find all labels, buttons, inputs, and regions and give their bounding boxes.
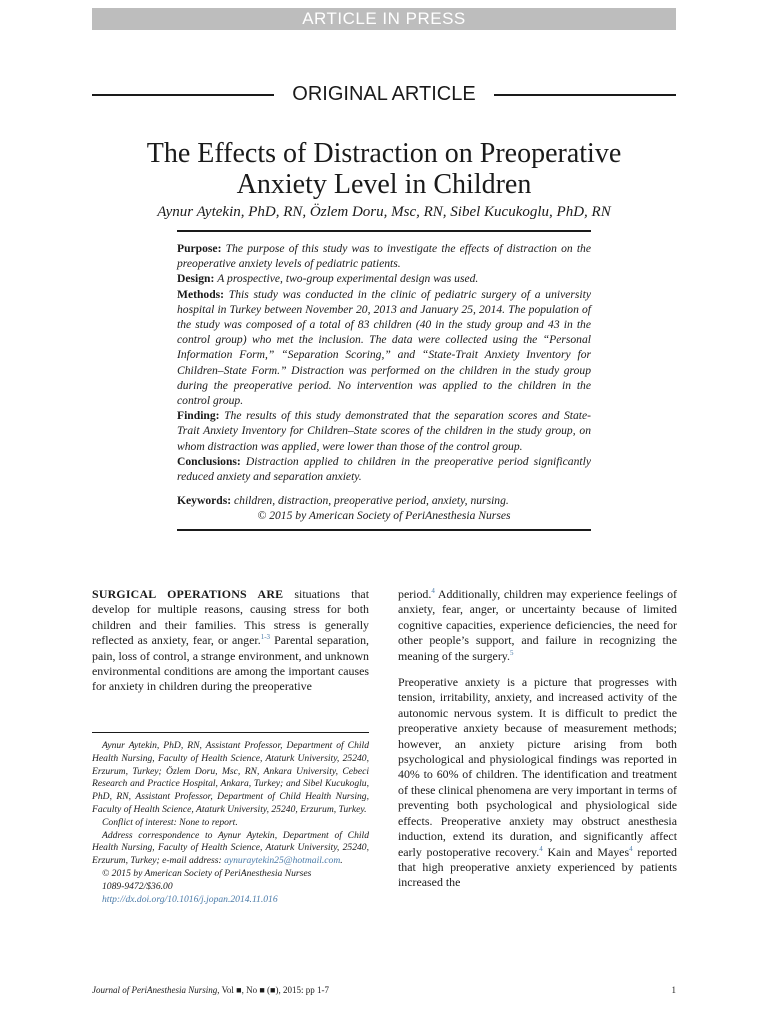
footnote-divider <box>92 732 369 733</box>
reference-link[interactable]: 4 <box>629 844 633 853</box>
title-line-1: The Effects of Distraction on Preoperative <box>146 138 622 169</box>
abstract-keywords <box>177 493 591 508</box>
conclusions-text: Distraction applied to children in the preoperative period significantly reduced anxiety and separation anxiety. <box>177 454 591 484</box>
article-in-press-banner: ARTICLE IN PRESS <box>92 8 676 30</box>
body-text: period. <box>398 587 432 601</box>
title-line-2: Anxiety Level in Children <box>236 169 532 200</box>
body-text: reported that high preoperative anxiety experienced by patients increased the <box>398 844 677 890</box>
keywords-label: Keywords: <box>177 494 232 508</box>
footnote-correspondence: Address correspondence to Aynur Aytekin, Department of Child Health Nursing, Faculty of Health Science, Ataturk University, 25240, Erzurum, Turkey; e-mail address: aynuraytekin25@hotmail.com. <box>92 829 369 867</box>
conclusions-label: Conclusions: <box>177 454 241 468</box>
methods-label: Methods: <box>177 287 225 301</box>
footnote-conflict: Conflict of interest: None to report. <box>102 816 238 828</box>
finding-text: The results of this study demonstrated that the separation scores and State-Trait Anxiety Inventory for Children–State scores of the children in the study group, on whom distraction was applied, were lower than those of the control group. <box>177 409 591 453</box>
abstract-purpose <box>177 241 591 271</box>
footnote-copyright: © 2015 by American Society of PeriAnesthesia Nurses <box>102 867 312 879</box>
body-text: Kain and Mayes <box>542 844 630 859</box>
abstract-design <box>177 271 591 286</box>
reference-link[interactable]: 5 <box>509 648 514 657</box>
section-label: ORIGINAL ARTICLE <box>292 83 476 105</box>
article-title <box>92 138 676 200</box>
section-rule-right <box>494 94 676 96</box>
body-column-left <box>92 587 369 695</box>
body-text: situations that develop for multiple reasons, causing stress for both children and their families. This stress is generally reflected as anxiety, fear, or anger. <box>92 587 369 648</box>
abstract-box <box>177 230 591 531</box>
journal-name: Journal of PeriAnesthesia Nursing <box>92 985 218 995</box>
footnote-doi[interactable]: http://dx.doi.org/10.1016/j.jopan.2014.11.016 <box>102 893 278 905</box>
reference-link[interactable]: 4 <box>431 587 435 596</box>
lead-in: SURGICAL OPERATIONS ARE <box>92 587 284 601</box>
author-footnote <box>92 740 369 906</box>
reference-link[interactable]: 1-3 <box>260 633 271 642</box>
reference-link[interactable]: 4 <box>539 844 543 853</box>
purpose-label: Purpose: <box>177 242 222 255</box>
email-link[interactable]: aynuraytekin25@hotmail.com <box>224 855 341 867</box>
footnote-affiliations: Aynur Aytekin, PhD, RN, Assistant Professor, Department of Child Health Nursing, Faculty of Health Science, Ataturk University, 25240, Erzurum, Turkey; Özlem Doru, Msc, RN, Ankara University, Cebeci Research and Practice Hospital, Ankara, Turkey; and Sibel Kucukoglu, PhD, RN, Assistant Professor, Department of Child Health Nursing, Faculty of Health Science, Ataturk University, 25240, Erzurum, Turkey. <box>92 740 369 815</box>
footnote-price: 1089-9472/$36.00 <box>102 880 173 892</box>
design-text: A prospective, two-group experimental design was used. <box>217 272 479 286</box>
section-heading <box>92 80 676 108</box>
correspondence-text: Address correspondence to Aynur Aytekin, Department of Child Health Nursing, Faculty of Health Science, Ataturk University, 25240, Erzurum, Turkey; e-mail address: <box>92 829 369 867</box>
finding-label: Finding: <box>177 409 220 423</box>
keywords-text: children, distraction, preoperative period, anxiety, nursing. <box>234 494 509 508</box>
methods-text: This study was conducted in the clinic of pediatric surgery of a university hospital in Turkey between November 20, 2013 and January 25, 2014. The population of the study was composed of a total of 83 children (40 in the study group and 43 in the control group) who met the inclusion. The data were collected using the “Personal Information Form,” “Separation Scoring,” and “State-Trait Anxiety Inventory for Children–State Form.” Distraction was performed on the children in the study group during the preoperative period. No intervention was applied to the children in the control group. <box>177 287 591 408</box>
body-paragraph <box>398 587 677 664</box>
body-column-right <box>398 587 677 891</box>
abstract-finding <box>177 408 591 454</box>
design-label: Design: <box>177 272 215 286</box>
page-footer <box>92 984 676 996</box>
body-text: Parental separation, pain, loss of control, a strange environment, and unknown environmental conditions are among the important causes for anxiety in children during the preoperative <box>92 633 369 694</box>
abstract-copyright: © 2015 by American Society of PeriAnesthesia Nurses <box>257 509 511 523</box>
page-number: 1 <box>671 985 676 995</box>
body-paragraph <box>92 587 369 695</box>
body-text: Preoperative anxiety is a picture that progresses with tension, irritability, anxiety, and increased activity of the autonomic nervous system. It is difficult to predict the preoperative anxiety because of measurement methods; however, an anxiety picture arising from both psychological and physiological findings was reported in 40% to 60% of children. The identification and treatment of these clinical phenomena are very important in terms of preventing both psychological and physiological side effects. Preoperative anxiety may obstruct anesthesia induction, extend its duration, and significantly affect early postoperative recovery. <box>398 675 677 859</box>
body-paragraph <box>398 675 677 891</box>
purpose-text: The purpose of this study was to investigate the effects of distraction on the preoperative anxiety levels of pediatric patients. <box>177 242 591 271</box>
abstract-methods <box>177 287 591 409</box>
abstract-conclusions <box>177 454 591 484</box>
author-list: Aynur Aytekin, PhD, RN, Özlem Doru, Msc, RN, Sibel Kucukoglu, PhD, RN <box>157 204 611 220</box>
body-text: Additionally, children may experience feelings of anxiety, fear, anger, or uncertainty because of limited cognitive capacities, experience deficiencies, the need for other people’s support, and failure in recognizing the meaning of the surgery. <box>398 587 677 663</box>
journal-issue: , Vol ■, No ■ (■), 2015: pp 1-7 <box>217 985 329 995</box>
